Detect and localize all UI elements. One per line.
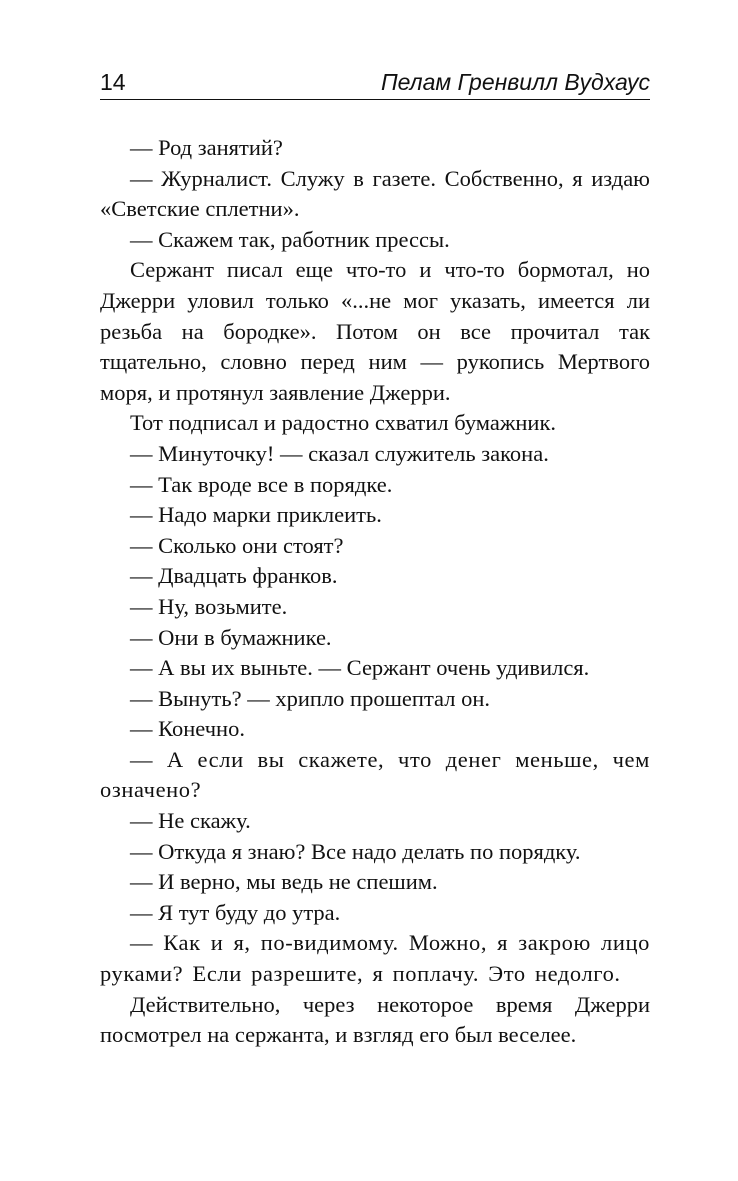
running-head-author: Пелам Гренвилл Вудхаус — [380, 69, 650, 95]
paragraph: — А если вы скажете, что денег меньше, чем означено? — [100, 746, 650, 803]
paragraph: Сержант писал еще что-то и что-то бормотал, но Джерри уловил только «...не мог указать, имеется ли резьба на бородке». Потом он все прочитал так тщательно, словно перед ним — рукопись Мертвого моря, и протянул заявление Джерри. — [100, 257, 650, 405]
paragraph: — Скажем так, работник прессы. — [130, 226, 450, 252]
paragraph: Действительно, через некоторое время Джерри посмотрел на сержанта, и взгляд его был веселее. — [100, 991, 650, 1048]
paragraph: — Они в бумажнике. — [130, 624, 332, 650]
paragraph: — Как и я, по-видимому. Можно, я закрою лицо руками? Если разрешите, я поплачу. Это недолго. — [100, 930, 650, 987]
paragraph: — Откуда я знаю? Все надо делать по порядку. — [130, 838, 581, 864]
paragraph: — Надо марки приклеить. — [130, 502, 382, 528]
paragraph: — А вы их выньте. — Сержант очень удивился. — [130, 655, 590, 681]
page-header — [100, 64, 650, 100]
paragraph: — И верно, мы ведь не спешим. — [130, 869, 438, 895]
paragraph: — Двадцать франков. — [130, 563, 338, 589]
paragraph: — Не скажу. — [130, 808, 251, 834]
paragraph: Тот подписал и радостно схватил бумажник. — [130, 410, 557, 436]
paragraph: — Журналист. Служу в газете. Собственно, я издаю «Светские сплетни». — [100, 165, 650, 222]
paragraph: — Ну, возьмите. — [130, 593, 288, 619]
paragraph: — Род занятий? — [130, 135, 283, 160]
body-text — [100, 133, 650, 1051]
header-rule — [100, 99, 650, 100]
paragraph: — Так вроде все в порядке. — [130, 471, 393, 497]
paragraph: — Я тут буду до утра. — [130, 899, 341, 925]
paragraph: — Вынуть? — хрипло прошептал он. — [130, 685, 491, 711]
paragraph: — Конечно. — [130, 716, 245, 742]
paragraph: — Сколько они стоят? — [130, 532, 344, 558]
page-number: 14 — [100, 69, 126, 95]
paragraph: — Минуточку! — сказал служитель закона. — [130, 440, 549, 466]
